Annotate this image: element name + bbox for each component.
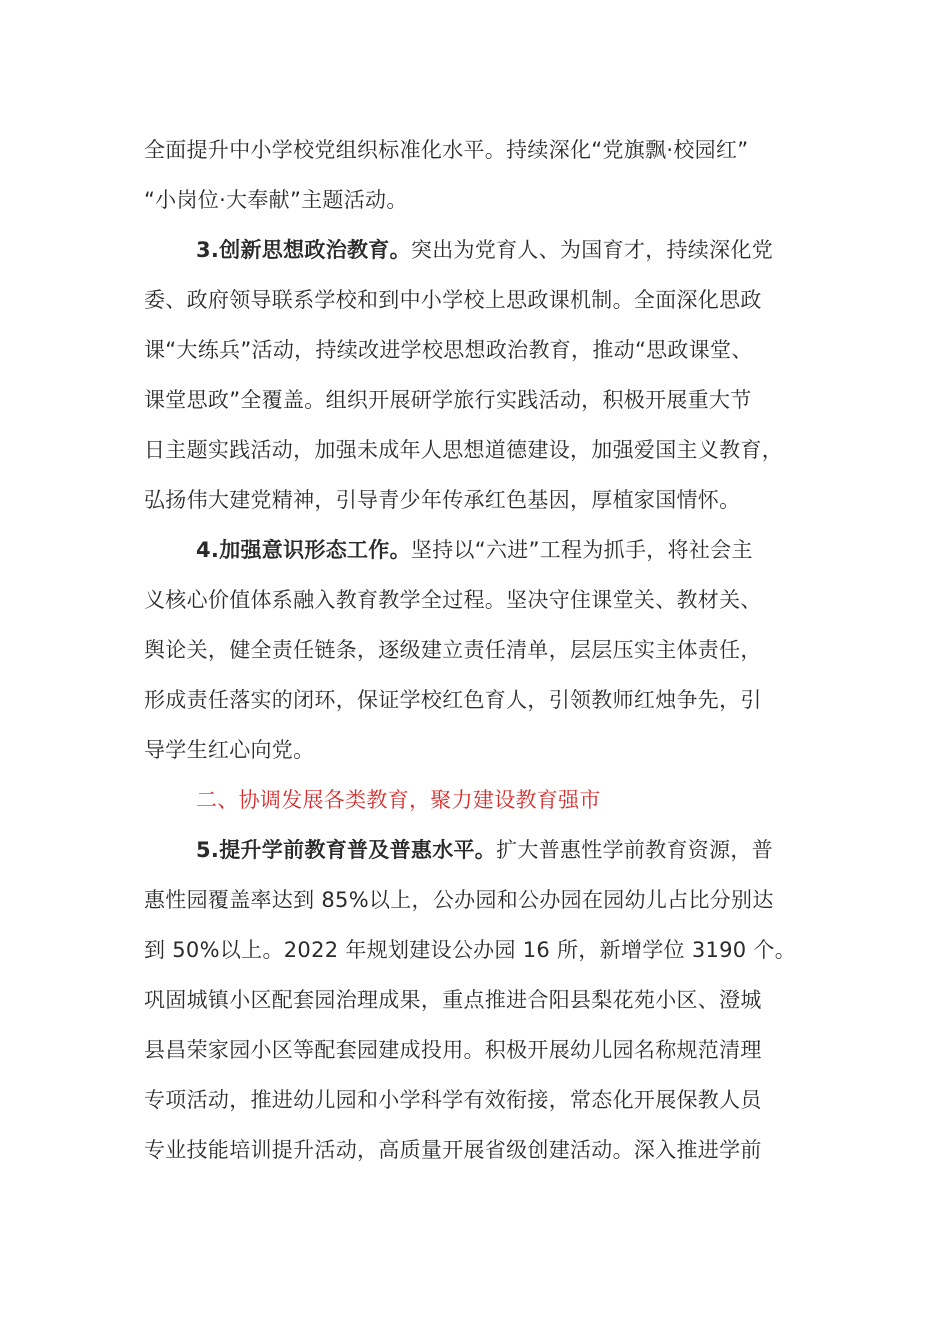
paragraph-line <box>144 285 762 315</box>
paragraph-line <box>144 685 762 715</box>
paragraph-line <box>144 385 752 415</box>
line-text: 专业技能培训提升活动，高质量开展省级创建活动。深入推进学前 <box>144 1138 762 1162</box>
line-text: 委、政府领导联系学校和到中小学校上思政课机制。全面深化思政 <box>144 288 762 312</box>
paragraph-line <box>144 435 783 465</box>
section-5-first-line <box>196 835 773 865</box>
section-3-heading: 3.创新思想政治教育。 <box>196 238 411 262</box>
paragraph-line <box>144 1035 762 1065</box>
paragraph-line <box>144 735 314 765</box>
line-text: 形成责任落实的闭环，保证学校红色育人，引领教师红烛争先，引 <box>144 688 762 712</box>
line-text: 到 50%以上。2022 年规划建设公办园 16 所，新增学位 3190 个。 <box>144 938 797 962</box>
chapter-2-heading <box>196 785 601 815</box>
paragraph-line <box>144 135 748 165</box>
chapter-2-heading-text: 二、协调发展各类教育，聚力建设教育强市 <box>196 788 601 812</box>
line-text: 全面提升中小学校党组织标准化水平。持续深化“党旗飘·校园红” <box>144 138 749 162</box>
section-5-heading: 5.提升学前教育普及普惠水平。 <box>196 838 497 862</box>
paragraph-line <box>144 485 740 515</box>
paragraph-line <box>144 1085 762 1115</box>
line-text: 县昌荣家园小区等配套园建成投用。积极开展幼儿园名称规范清理 <box>144 1038 762 1062</box>
line-text: 义核心价值体系融入教育教学全过程。坚决守住课堂关、教材关、 <box>144 588 762 612</box>
line-text: 巩固城镇小区配套园治理成果，重点推进合阳县梨花苑小区、澄城 <box>144 988 762 1012</box>
paragraph-line <box>144 985 762 1015</box>
line-text: “小岗位·大奉献”主题活动。 <box>144 188 408 212</box>
paragraph-line <box>144 335 753 365</box>
line-text: 专项活动，推进幼儿园和小学科学有效衔接，常态化开展保教人员 <box>144 1088 762 1112</box>
line-text: 突出为党育人、为国育才，持续深化党 <box>410 238 773 262</box>
line-text: 扩大普惠性学前教育资源，普 <box>496 838 773 862</box>
paragraph-line <box>144 935 796 965</box>
paragraph-line <box>144 635 762 665</box>
paragraph-line <box>144 1135 762 1165</box>
section-4-first-line <box>196 535 753 565</box>
line-text: 导学生红心向党。 <box>144 738 315 762</box>
paragraph-line <box>144 885 774 915</box>
line-text: 坚持以“六进”工程为抓手，将社会主 <box>410 538 753 562</box>
line-text: 课“大练兵”活动，持续改进学校思想政治教育，推动“思政课堂、 <box>144 338 753 362</box>
section-3-first-line <box>196 235 773 265</box>
line-text: 课堂思政”全覆盖。组织开展研学旅行实践活动，积极开展重大节 <box>144 388 752 412</box>
line-text: 惠性园覆盖率达到 85%以上，公办园和公办园在园幼儿占比分别达 <box>144 888 774 912</box>
paragraph-line <box>144 185 408 215</box>
paragraph-line <box>144 585 762 615</box>
line-text: 舆论关，健全责任链条，逐级建立责任清单，层层压实主体责任， <box>144 638 762 662</box>
line-text: 弘扬伟大建党精神，引导青少年传承红色基因，厚植家国情怀。 <box>144 488 741 512</box>
line-text: 日主题实践活动，加强未成年人思想道德建设，加强爱国主义教育， <box>144 438 783 462</box>
section-4-heading: 4.加强意识形态工作。 <box>196 538 411 562</box>
